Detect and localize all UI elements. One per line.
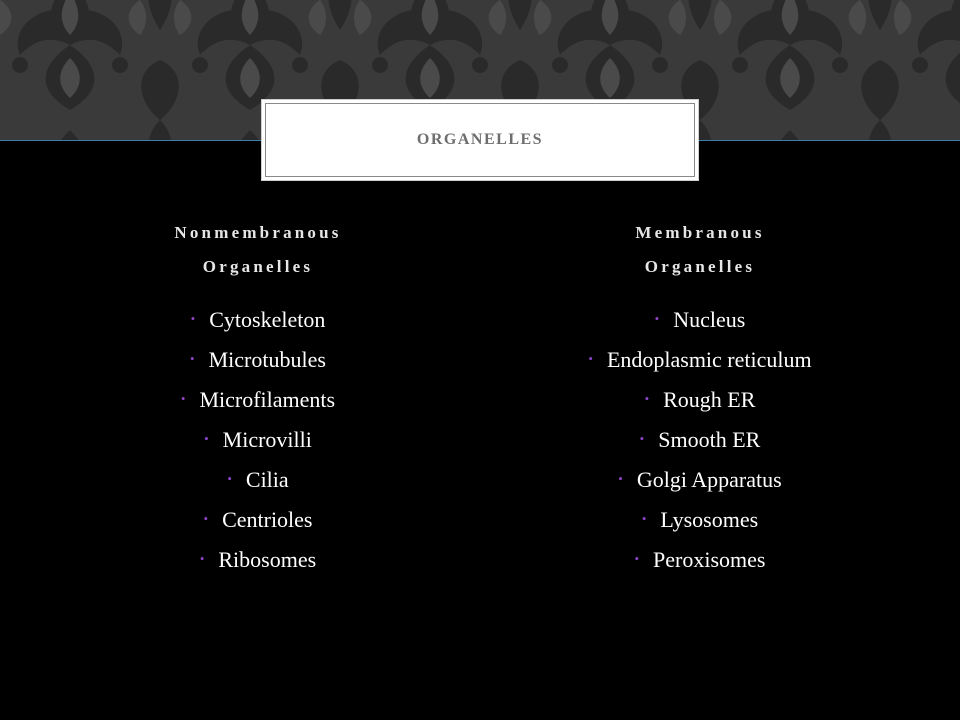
- nonmembranous-list: [58, 300, 458, 580]
- list-item-label: Smooth ER: [658, 427, 761, 452]
- nonmembranous-heading: [128, 216, 388, 284]
- heading-line: Membranous: [635, 223, 765, 242]
- membranous-heading: [570, 216, 830, 284]
- list-item: [58, 540, 458, 580]
- bullet-icon: •: [190, 311, 196, 326]
- bullet-icon: •: [641, 511, 647, 526]
- bullet-icon: •: [654, 311, 660, 326]
- bullet-icon: •: [588, 351, 593, 366]
- list-item: [58, 420, 458, 460]
- list-item: [500, 460, 900, 500]
- bullet-icon: •: [180, 391, 186, 406]
- bullet-icon: •: [644, 391, 650, 406]
- list-item-label: Nucleus: [673, 307, 746, 332]
- list-item-label: Golgi Apparatus: [636, 467, 782, 492]
- list-item: [58, 380, 458, 420]
- list-item: [500, 420, 900, 460]
- list-item: [58, 340, 458, 380]
- bullet-icon: •: [618, 471, 623, 486]
- list-item: [500, 500, 900, 540]
- list-item-label: Peroxisomes: [653, 547, 766, 572]
- list-item-label: Cilia: [245, 467, 289, 492]
- heading-line: Organelles: [644, 257, 756, 276]
- list-item-label: Rough ER: [663, 387, 756, 412]
- bullet-icon: •: [634, 551, 640, 566]
- title-frame: [265, 103, 695, 177]
- bullet-icon: •: [190, 351, 195, 366]
- list-item: [500, 300, 900, 340]
- title-box: [261, 99, 699, 181]
- nonmembranous-column: [58, 216, 458, 580]
- bullet-icon: •: [227, 471, 232, 486]
- list-item: [500, 380, 900, 420]
- list-item-label: Lysosomes: [660, 507, 759, 532]
- list-item-label: Microvilli: [222, 427, 312, 452]
- bullet-icon: •: [203, 511, 209, 526]
- list-item-label: Ribosomes: [218, 547, 317, 572]
- list-item-label: Microtubules: [208, 347, 326, 372]
- list-item: [58, 500, 458, 540]
- list-item-label: Endoplasmic reticulum: [606, 347, 812, 372]
- list-item: [58, 460, 458, 500]
- heading-line: Nonmembranous: [174, 223, 342, 242]
- membranous-list: [500, 300, 900, 580]
- bullet-icon: •: [204, 431, 209, 446]
- list-item: [500, 340, 900, 380]
- list-item-label: Centrioles: [222, 507, 313, 532]
- heading-line: Organelles: [202, 257, 314, 276]
- list-item: [500, 540, 900, 580]
- bullet-icon: •: [639, 431, 645, 446]
- membranous-column: [500, 216, 900, 580]
- list-item-label: Microfilaments: [199, 387, 336, 412]
- list-item-label: Cytoskeleton: [209, 307, 326, 332]
- bullet-icon: •: [199, 551, 205, 566]
- slide-title: ORGANELLES: [416, 131, 544, 148]
- list-item: [58, 300, 458, 340]
